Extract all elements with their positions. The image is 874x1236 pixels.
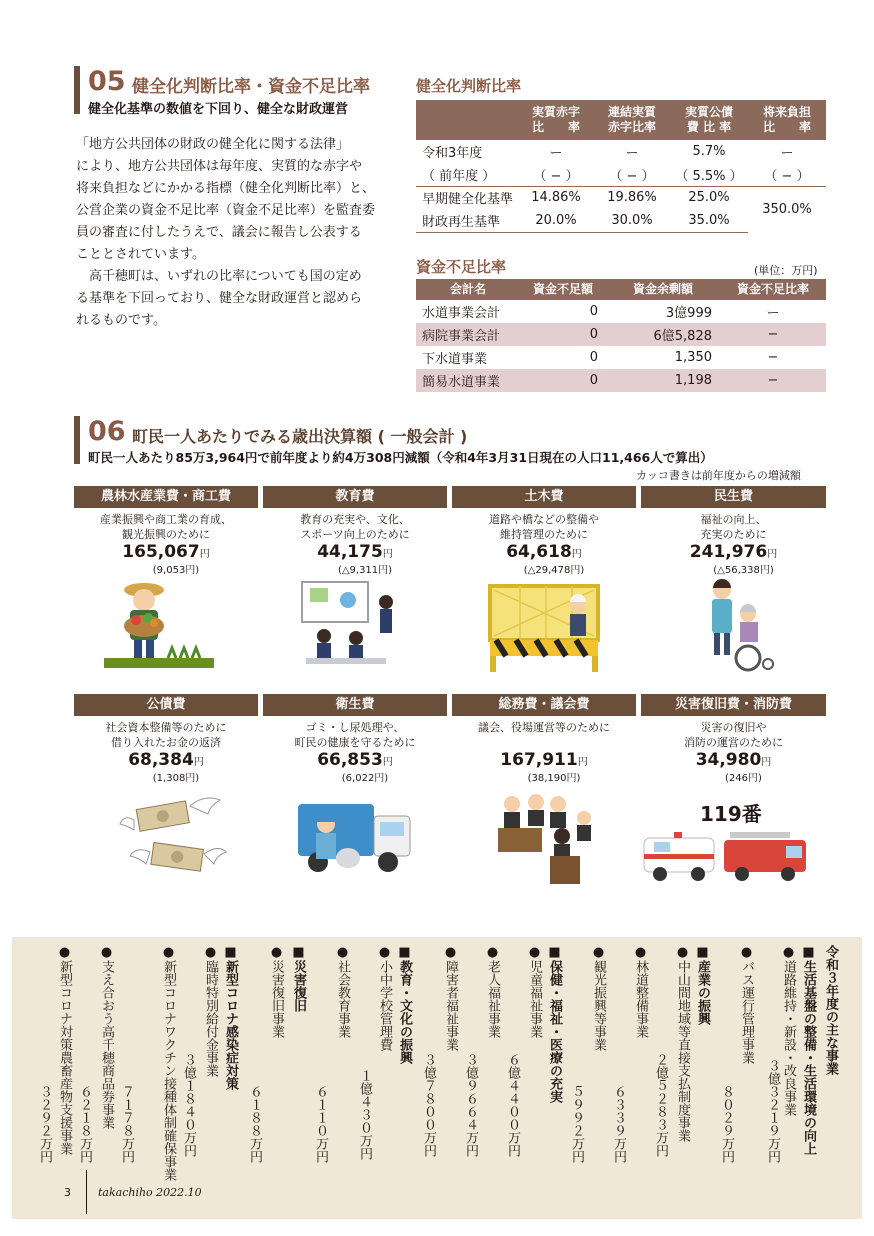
project-value: ３億１８４０万円: [181, 1053, 196, 1157]
category-diff: (38,190円): [527, 773, 581, 784]
fund-unit: (単位：万円): [754, 264, 818, 277]
footer-brand: takachiho 2022.10: [98, 1186, 202, 1199]
category-diff: (6,022円): [341, 773, 389, 784]
project-value: ６２１８万円: [77, 1085, 92, 1163]
project-category: ■災害復旧: [291, 945, 306, 1012]
project-value: ２億５２８３万円: [653, 1053, 668, 1157]
table-row: 早期健全化基準 14.86% 19.86% 25.0% 350.0%: [416, 186, 826, 209]
ratio-merged-cell: 350.0%: [748, 186, 826, 232]
body-line: 将来負担などにかかる指標（健全化判断比率）と、: [76, 181, 376, 196]
project-category: ■生活基盤の整備・生活環境の向上: [801, 945, 816, 1155]
project-category: ■教育・文化の振興: [397, 945, 412, 1064]
project-item: ●児童福祉事業: [527, 945, 542, 1038]
body-line: る基準を下回っており、健全な財政運営と認めら: [76, 291, 363, 306]
project-item: ●社会教育事業: [335, 945, 350, 1038]
category-diff: (9,053円): [152, 565, 200, 576]
fund-header: 会計名: [416, 279, 520, 300]
category-amount: 241,976円: [689, 542, 778, 562]
ambulance-firetruck-illustration: [640, 828, 810, 884]
category-description: ゴミ・し尿処理や、 町民の健康を守るために: [294, 721, 416, 749]
footer-divider: [86, 1170, 87, 1214]
table-row: 病院事業会計 0 6億5,828 −: [416, 323, 826, 346]
flying-money-illustration: [118, 790, 228, 880]
category-header: 衛生費: [263, 694, 447, 716]
table-row: 財政再生基準 20.0% 30.0% 35.0%: [416, 209, 826, 232]
project-value: ７１７８万円: [119, 1085, 134, 1163]
category-diff: (△9,311円): [337, 565, 393, 576]
ratio-header: 連結実質 赤字比率: [594, 100, 670, 140]
category-amount: 68,384円: [128, 750, 204, 770]
category-header: 農林水産業費・商工費: [74, 486, 258, 508]
body-line: れるものです。: [76, 313, 166, 328]
garbage-truck-illustration: [288, 794, 418, 880]
category-description: 福祉の向上、 充実のために: [700, 513, 767, 541]
project-category: ■新型コロナ感染症対策: [223, 945, 238, 1090]
project-value: ３２９２万円: [37, 1085, 52, 1163]
project-value: １億４３０万円: [357, 1069, 372, 1160]
category-header: 災害復旧費・消防費: [641, 694, 826, 716]
category-amount: 167,911円: [500, 750, 588, 770]
project-value: ６１１０万円: [313, 1085, 328, 1163]
project-category: ■産業の振興: [695, 945, 710, 1025]
table-row: 水道事業会計 0 3億999 ー: [422, 304, 780, 321]
project-item: ●新型コロナ対策農畜産物支援事業: [57, 945, 72, 1155]
section05-subtitle: 健全化基準の数値を下回り、健全な財政運営: [88, 102, 349, 117]
category-header: 公債費: [74, 694, 258, 716]
category-amount: 44,175円: [317, 542, 393, 562]
fund-header: 資金余剰額: [606, 279, 720, 300]
category-diff: (△29,478円): [523, 565, 585, 576]
classroom-illustration: [296, 576, 406, 676]
section05-number: 05: [88, 66, 126, 97]
section06-number: 06: [88, 416, 126, 447]
category-description: 災害の復旧や 消防の運営のために: [684, 721, 783, 749]
project-value: ３億９６６４万円: [463, 1053, 478, 1157]
table-row: 下水道事業 0 1,350 −: [422, 350, 779, 367]
project-value: ３億７８００万円: [421, 1053, 436, 1157]
fund-table-heading: 資金不足比率: [416, 258, 507, 276]
section06-bar: [74, 416, 80, 464]
body-line: こととされています。: [76, 247, 205, 262]
ratio-table-heading: 健全化判断比率: [416, 77, 522, 95]
ratio-header: 実質公債 費 比 率: [670, 100, 748, 140]
ratio-header: 将来負担 比 率: [748, 100, 826, 140]
body-line: により、地方公共団体は毎年度、実質的な赤字や: [76, 159, 363, 174]
welfare-illustration: [700, 576, 780, 672]
project-item: ●林道整備事業: [633, 945, 648, 1038]
category-amount: 34,980円: [695, 750, 772, 770]
project-item: ●障害者福祉事業: [443, 945, 458, 1051]
project-item: ●道路維持・新設・改良事業: [781, 945, 796, 1116]
section05-bar: [74, 66, 80, 114]
category-description: 議会、役場運営等のために: [478, 721, 610, 734]
project-category: ■保健・福祉・医療の充実: [547, 945, 562, 1103]
category-diff: (△56,338円): [713, 565, 774, 576]
fund-table: [416, 279, 826, 392]
project-item: ●老人福祉事業: [485, 945, 500, 1038]
ratio-table: [416, 100, 826, 233]
project-value: ６億４４００万円: [505, 1053, 520, 1157]
project-item: ●バス運行管理事業: [739, 945, 754, 1064]
section06-title: 町民一人あたりでみる歳出決算額 ( 一般会計 ): [132, 427, 468, 446]
project-item: ●災害復旧事業: [269, 945, 284, 1038]
body-line: 員の審査に付したうえで、議会に報告し公表する: [76, 225, 362, 240]
emergency-number: 119番: [700, 802, 762, 826]
ratio-header-blank: [416, 100, 518, 140]
category-diff: (1,308円): [152, 773, 200, 784]
category-description: 教育の充実や、文化、 スポーツ向上のために: [300, 513, 410, 541]
project-value: ８０２９万円: [719, 1085, 734, 1163]
construction-illustration: [486, 582, 606, 674]
assembly-illustration: [492, 790, 602, 886]
ratio-header: 実質赤字 比 率: [518, 100, 594, 140]
category-description: 道路や橋などの整備や 維持管理のために: [489, 513, 599, 541]
fund-header: 資金不足比率: [720, 279, 826, 300]
page-number: 3: [64, 1186, 71, 1199]
section05-body: [76, 134, 375, 332]
category-description: 産業振興や商工業の育成、 観光振興のために: [100, 513, 232, 541]
body-line: 「地方公共団体の財政の健全化に関する法律」: [76, 137, 350, 152]
category-header: 民生費: [641, 486, 826, 508]
project-item: ●支え合おう高千穂商品券事業: [99, 945, 114, 1129]
section06-subtitle: 町民一人あたり85万3,964円で前年度より約4万308円減額（令和4年3月31日現在の人口11,466人で算出）: [88, 450, 713, 465]
project-item: ●臨時特別給付金事業: [203, 945, 218, 1077]
table-row: （ 前年度 ） （ − ） （ − ） （ 5.5% ） （ − ）: [422, 168, 810, 184]
section06-note: カッコ書きは前年度からの増減額: [636, 469, 801, 482]
project-item: ●小中学校管理費: [377, 945, 392, 1051]
body-line: 公営企業の資金不足比率（資金不足比率）を監査委: [76, 203, 376, 218]
table-row: 簡易水道事業 0 1,198 −: [416, 369, 826, 392]
project-item: ●新型コロナワクチン接種体制確保事業: [161, 945, 176, 1181]
project-item: ●観光振興等事業: [591, 945, 606, 1051]
table-row: 令和3年度 ー ー 5.7% ー: [422, 144, 794, 161]
body-line: 高千穂町は、いずれの比率についても国の定め: [76, 269, 362, 284]
project-value: ５９９２万円: [569, 1085, 584, 1163]
category-diff: (246円): [725, 773, 762, 784]
category-header: 教育費: [263, 486, 447, 508]
farmer-illustration: [104, 574, 214, 674]
main-projects-box: [12, 937, 862, 1219]
project-item: ●中山間地域等直接支払制度事業: [675, 945, 690, 1142]
category-description: 社会資本整備等のために 借り入れたお金の返済: [105, 721, 227, 749]
projects-title: 令和３年度の主な事業: [823, 945, 838, 1075]
project-value: ６３３９万円: [611, 1085, 626, 1163]
category-amount: 64,618円: [506, 542, 582, 562]
project-value: ６１８８万円: [247, 1085, 262, 1163]
section05-title: 健全化判断比率・資金不足比率: [132, 77, 370, 97]
category-header: 土木費: [452, 486, 636, 508]
category-amount: 165,067円: [122, 542, 210, 562]
category-header: 総務費・議会費: [452, 694, 636, 716]
category-amount: 66,853円: [317, 750, 393, 770]
project-value: ３億３２１９万円: [765, 1059, 780, 1163]
fund-header: 資金不足額: [520, 279, 606, 300]
